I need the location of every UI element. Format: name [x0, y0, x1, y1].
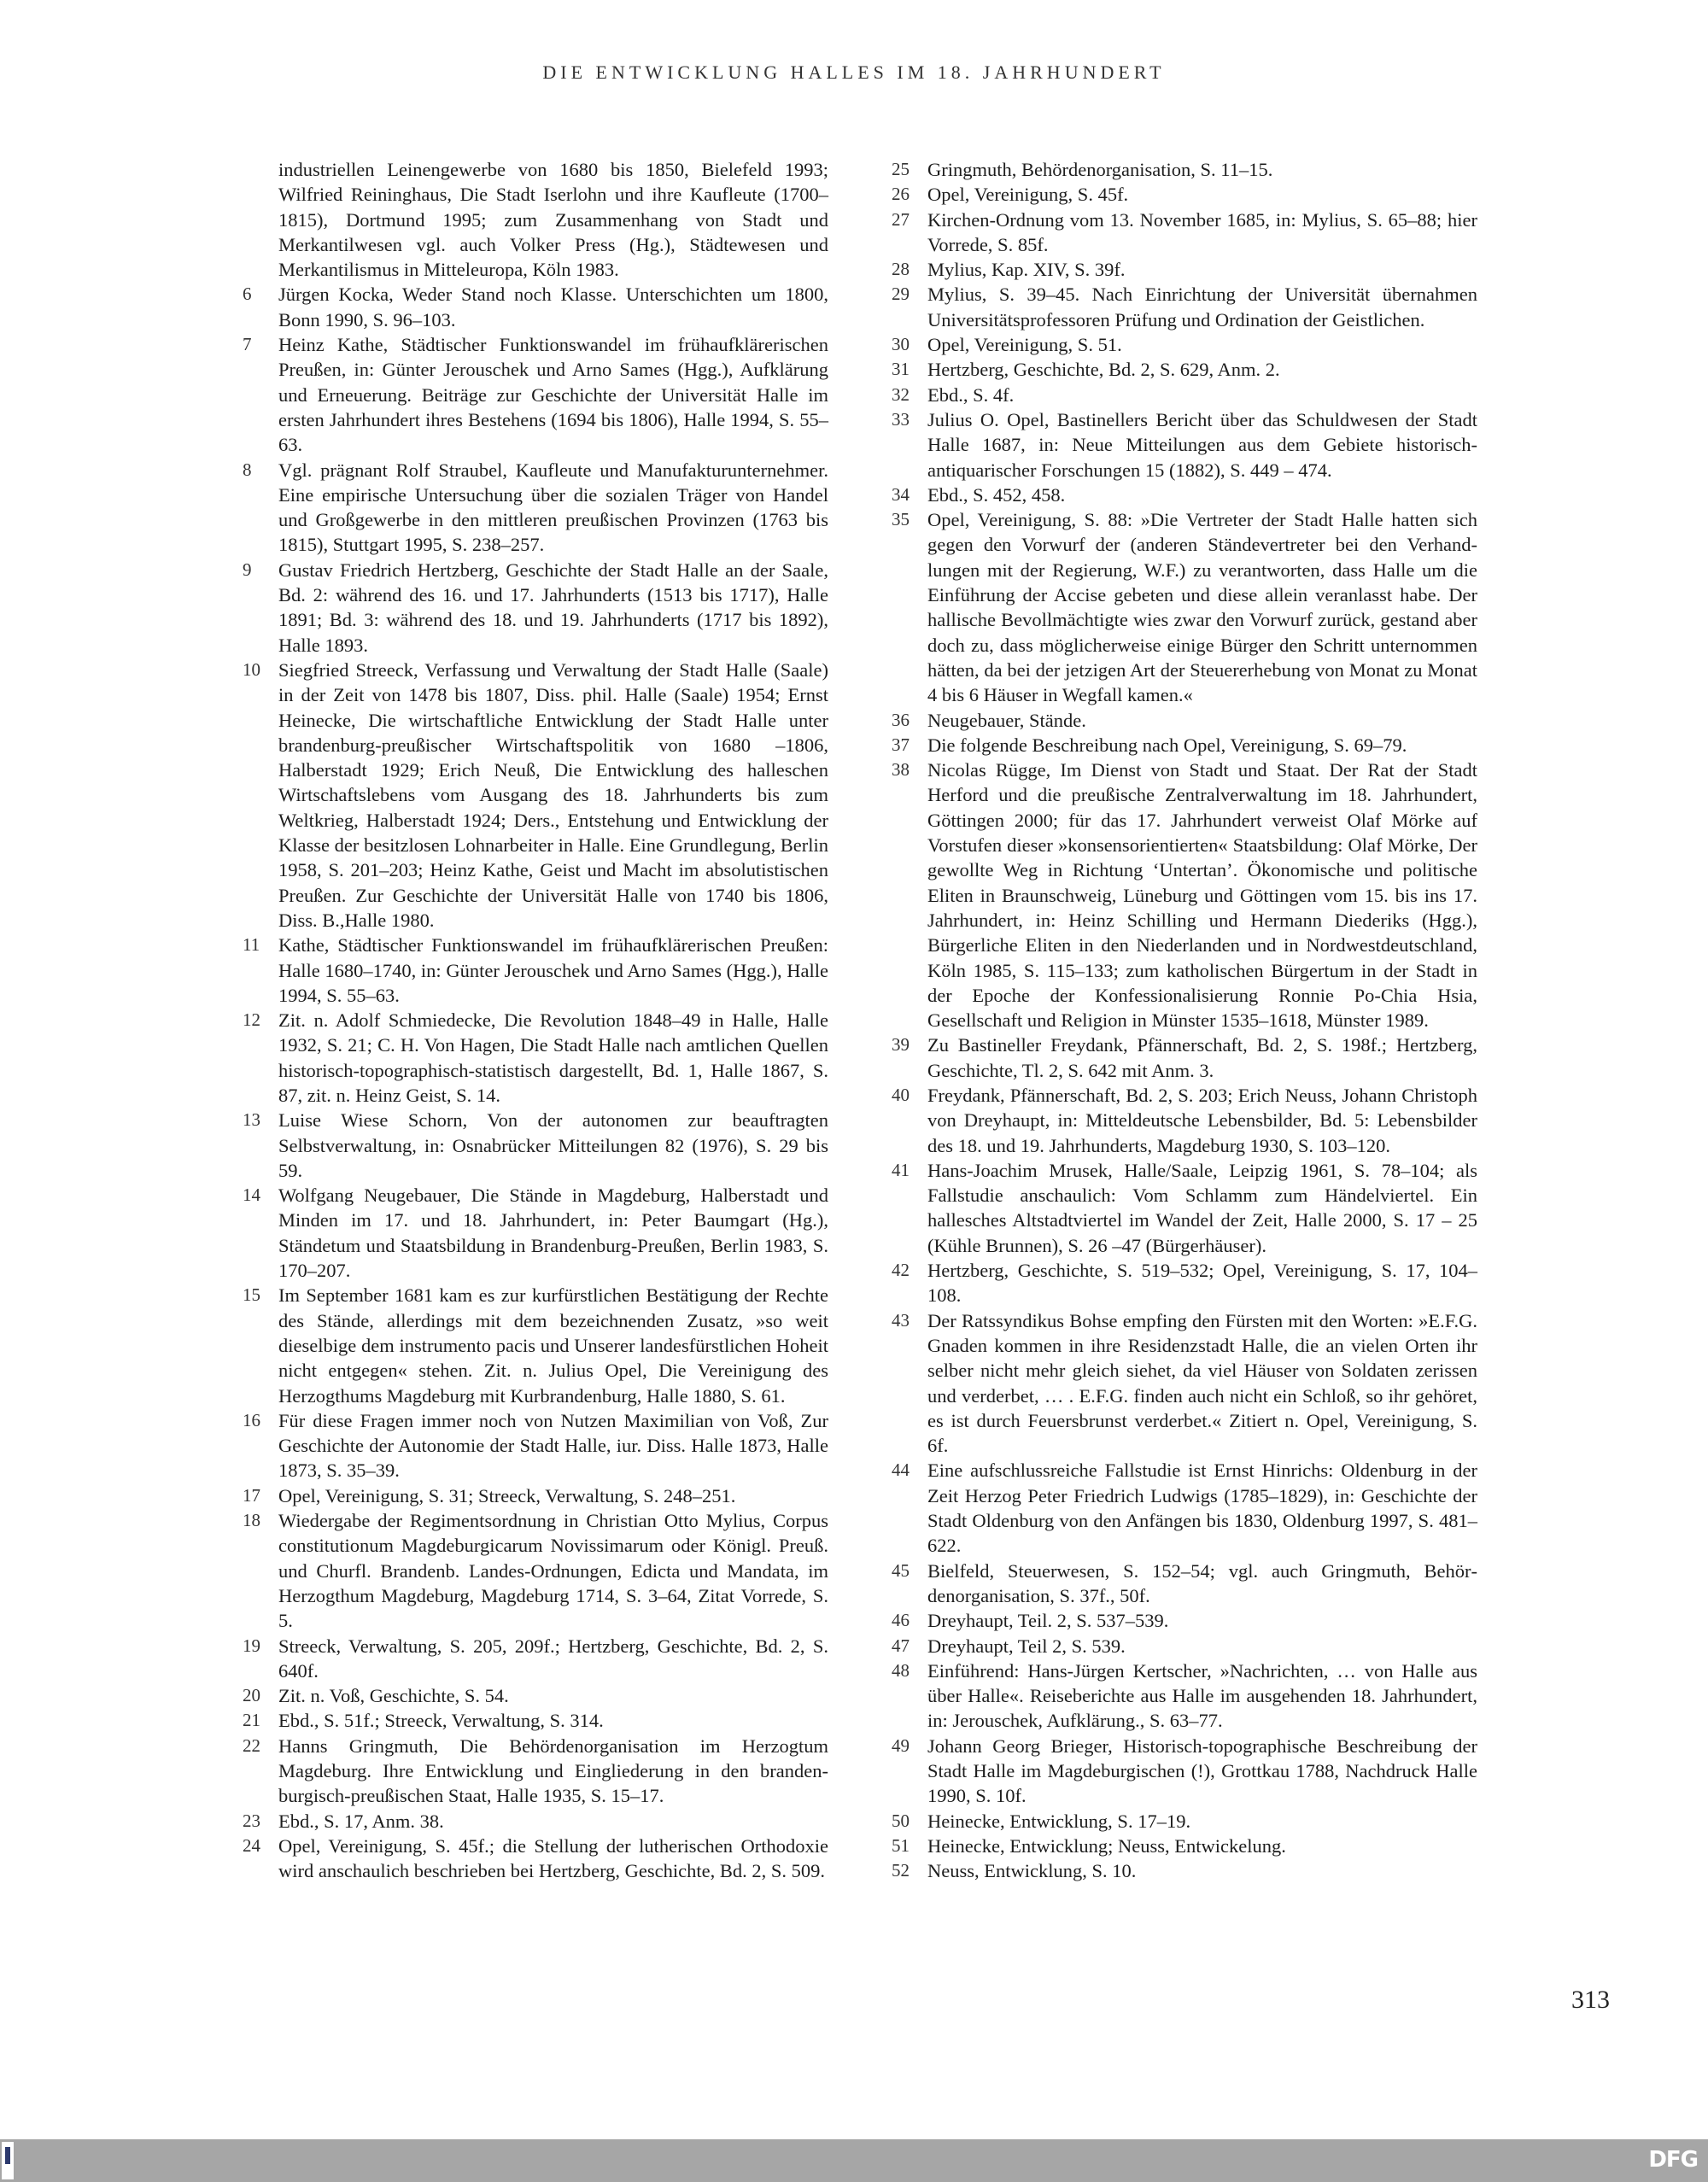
- footnote-text: Julius O. Opel, Bastinellers Bericht über das Schuldwesen der Stadt Halle 1687, in: Neue Mitteilungen aus dem Gebiete historisch-antiquarischer Forschungen 15 (1882), S. 449 – 474.: [927, 408, 1477, 481]
- footnote-number: 12: [243, 1009, 260, 1031]
- footnote-text: Mylius, S. 39–45. Nach Einrichtung der Universität übernahmen Universitätsprofessoren Prüfung und Ordination der Geistlichen.: [927, 284, 1477, 331]
- footnote: [880, 257, 1477, 282]
- footnote-text: Kirchen-Ordnung vom 13. November 1685, in: Mylius, S. 65–88; hier Vorrede, S. 85f.: [927, 208, 1477, 255]
- footnote: [231, 1634, 828, 1684]
- footnote: [231, 1008, 828, 1108]
- footnote-number: 49: [892, 1734, 910, 1756]
- footnote-number: 33: [892, 408, 910, 430]
- footnote-text: Luise Wiese Schorn, Von der autonomen zur beauftragten Selbstverwaltung, in: Osnabrücker Mitteilungen 82 (1976), S. 29 bis 59.: [278, 1109, 828, 1181]
- footnote: [231, 558, 828, 658]
- footnote: [880, 332, 1477, 357]
- footnote: [880, 1308, 1477, 1459]
- footnotes-right-column: [880, 157, 1477, 1883]
- dfg-logo: DFG: [1648, 2147, 1698, 2173]
- footnote-text: Ebd., S. 51f.; Streeck, Verwaltung, S. 314.: [278, 1710, 604, 1732]
- footnote-number: 21: [243, 1710, 260, 1731]
- footnote-text: Zu Bastineller Freydank, Pfännerschaft, Bd. 2, S. 198f.; Hertzberg, Geschichte, Tl. 2, S. 642 mit Anm. 3.: [927, 1034, 1477, 1081]
- footnote-number: 16: [243, 1409, 260, 1430]
- footnote-text: Freydank, Pfännerschaft, Bd. 2, S. 203; Erich Neuss, Johann Christoph von Dreyhaupt, in: Mitteldeutsche Lebensbilder, Bd. 5: Lebensbilder des 18. und 19. Jahrhunderts, Magdeburg 1930, S. 103–120.: [927, 1084, 1477, 1156]
- footnote: [880, 733, 1477, 758]
- footnote: [880, 357, 1477, 382]
- footnote: [231, 1708, 828, 1733]
- footnote-number: 11: [243, 934, 260, 956]
- footnote-number: 7: [243, 334, 252, 355]
- footnote-number: 17: [243, 1484, 260, 1506]
- footnote-text: Nicolas Rügge, Im Dienst von Stadt und Staat. Der Rat der Stadt Herford und die preußische Zentralverwaltung im 18. Jahrhundert, Göttingen 2000; für das 17. Jahrhundert verweist Olaf Mörke auf Vorstufen dieser »konsensorientierten« Staatsbildung: Olaf Mörke, Der gewollte Weg in Richtung ‘Untertan’. Ökonomische und politische Eliten in Braunschweig, Lüneburg und Göttingen vom 15. bis ins 17. Jahrhundert, in: Heinz Schilling und Hermann Diederiks (Hgg.), Bürgerliche Eliten in den Niederlanden und in Nordwestdeutschland, Köln 1985, S. 115–133; zum katholischen Bürgertum in der Stadt in der Epoche der Konfessionalisierung Ronnie Po-Chia Hsia, Gesellschaft und Religion in Münster 1535–1618, Münster 1989.: [927, 759, 1477, 1032]
- footnote: [231, 1834, 828, 1884]
- footnote: [231, 1734, 828, 1809]
- footnote-text: Hertzberg, Geschichte, Bd. 2, S. 629, Anm. 2.: [927, 359, 1280, 381]
- footnote: [880, 182, 1477, 207]
- footnote-text: Hertzberg, Geschichte, S. 519–532; Opel, Vereinigung, S. 17, 104–108.: [927, 1260, 1477, 1307]
- footnote: [880, 507, 1477, 707]
- footnote-number: 46: [892, 1610, 910, 1631]
- footnote-number: 27: [892, 208, 910, 230]
- footnote-text: Heinecke, Entwicklung, S. 17–19.: [927, 1810, 1191, 1832]
- footnote-number: 47: [892, 1635, 910, 1656]
- footnote: [880, 1258, 1477, 1308]
- footnote-number: 45: [892, 1559, 910, 1581]
- footnote-number: 38: [892, 759, 910, 781]
- footnote-text: Eine aufschlussreiche Fallstudie ist Ernst Hinrichs: Oldenburg in der Zeit Herzog Peter Friedrich Ludwigs (1785–1829), in: Geschichte der Stadt Oldenburg von den Anfängen bis 1830, Oldenburg 1997, S. 481–622.: [927, 1460, 1477, 1557]
- footnote-text: Wiedergabe der Regimentsordnung in Christian Otto Mylius, Corpus constitutionum Magdeburgicarum Novissimarum oder Königl. Preuß. und Churfl. Brandenb. Landes-Ordnungen, Edicta und Mandata, im Herzogthum Magdeburg, Magdeburg 1714, S. 3–64, Zitat Vorrede, S. 5.: [278, 1510, 828, 1632]
- footnote-number: 25: [892, 159, 910, 179]
- footnote-text: Gringmuth, Behördenorganisation, S. 11–15.: [927, 159, 1273, 180]
- footnote: [231, 332, 828, 457]
- footnote-number: 34: [892, 483, 910, 505]
- footnote: [880, 708, 1477, 733]
- footnote: [231, 157, 828, 282]
- franckesche-stiftungen-logo: [2, 2142, 14, 2179]
- footnote: [231, 1483, 828, 1508]
- footnote: [231, 1683, 828, 1708]
- footnote-text: Opel, Vereinigung, S. 51.: [927, 334, 1122, 356]
- footnote-number: 18: [243, 1510, 260, 1531]
- footnote-number: 36: [892, 709, 910, 730]
- footer-bar: [0, 2139, 1708, 2182]
- footnote-text: Vgl. prägnant Rolf Straubel, Kaufleute und Manufakturunternehmer. Eine empirische Untersuchung über die sozialen Träger von Handel und Großgewerbe in den mittleren preußischen Provinzen (1763 bis 1815), Stuttgart 1995, S. 238–257.: [278, 459, 828, 556]
- footnote-number: 37: [892, 734, 910, 755]
- footnote-text: Heinecke, Entwicklung; Neuss, Entwickelung.: [927, 1834, 1286, 1857]
- footnote-text: Opel, Vereinigung, S. 31; Streeck, Verwaltung, S. 248–251.: [278, 1484, 736, 1506]
- footnote-text: Die folgende Beschreibung nach Opel, Vereinigung, S. 69–79.: [927, 734, 1407, 756]
- footnote: [880, 483, 1477, 507]
- footnote-number: 26: [892, 184, 910, 205]
- footnote-number: 8: [243, 459, 252, 480]
- footnote-text: Siegfried Streeck, Verfassung und Verwaltung der Stadt Halle (Saale) in der Zeit von 1478 bis 1807, Diss. phil. Halle (Saale) 1954; Ernst Heinecke, Die wirtschaftliche Entwicklung der Stadt Halle unter brandenburg-preußischer Wirtschaftspolitik von 1680 –1806, Halberstadt 1929; Erich Neuß, Die Entwicklung des halleschen Wirtschaftslebens vom Ausgang des 18. Jahrhunderts bis zum Weltkrieg, Halberstadt 1924; Ders., Entstehung und Entwicklung der Klasse der besitzlosen Lohnarbeiter in Halle. Eine Grundlegung, Berlin 1958, S. 201–203; Heinz Kathe, Geist und Macht im absolutistischen Preußen. Zur Geschichte der Universität Halle von 1740 bis 1806, Diss. B.,Halle 1980.: [278, 658, 828, 931]
- footnote: [231, 1283, 828, 1407]
- footnote: [880, 1608, 1477, 1633]
- footnote: [880, 1858, 1477, 1883]
- footnote-text: Wolfgang Neugebauer, Die Stände in Magdeburg, Halberstadt und Minden im 17. und 18. Jahrhundert, in: Peter Baumgart (Hg.), Ständetum und Staatsbildung in Brandenburg-Preußen, Berlin 1983, S. 170–207.: [278, 1185, 828, 1282]
- footnote-text: Einführend: Hans-Jürgen Kertscher, »Nachrichten, … von Halle aus über Halle«. Reiseberichte aus Halle im ausgehenden 18. Jahrhundert, in: Jerouschek, Aufklärung., S. 63–77.: [927, 1659, 1477, 1732]
- footnote-text: Neugebauer, Stände.: [927, 709, 1086, 731]
- footnote: [231, 658, 828, 933]
- footnote-number: 19: [243, 1635, 260, 1656]
- footnote-text: Im September 1681 kam es zur kurfürstlichen Bestätigung der Rechte des Stände, allerdings mit dem bezeichnenden Zusatz, »so weit dieselbige dem instrumento pacis und Unserer landesfürstlichen Hoheit nicht entgegen« stehen. Zit. n. Julius Opel, Die Vereinigung des Herzogthums Magdeburg mit Kurbrandenburg, Halle 1880, S. 61.: [278, 1284, 828, 1407]
- footnote-text: Neuss, Entwicklung, S. 10.: [927, 1860, 1137, 1882]
- footnote-text: Hans-Joachim Mrusek, Halle/Saale, Leipzig 1961, S. 78–104; als Fallstudie anschaulich: Vom Schlamm zum Händelviertel. Ein hallesches Altstadtviertel im Wandel der Zeit, Halle 2000, S. 17 – 25 (Kühle Brunnen), S. 26 –47 (Bürgerhäuser).: [927, 1159, 1477, 1256]
- footnote: [880, 758, 1477, 1033]
- footnote-text: Opel, Vereinigung, S. 45f.: [927, 184, 1129, 206]
- footnote-number: 15: [243, 1284, 260, 1306]
- footnote: [880, 1634, 1477, 1658]
- footnote-number: 39: [892, 1034, 910, 1056]
- footnote-number: 9: [243, 559, 252, 580]
- footnote-text: Heinz Kathe, Städtischer Funktionswandel im frühaufklärerischen Preußen, in: Günter Jerouschek und Arno Sames (Hgg.), Aufklärung und Erneuerung. Beiträge zur Geschichte der Universität Halle im ersten Jahrhundert ihres Bestehens (1694 bis 1806), Halle 1994, S. 55–63.: [278, 334, 828, 456]
- footnote-number: 24: [243, 1834, 260, 1856]
- footnote-text: Für diese Fragen immer noch von Nutzen Maximilian von Voß, Zur Geschichte der Autonomie der Stadt Halle, iur. Diss. Halle 1873, Halle 1873, S. 35–39.: [278, 1409, 828, 1482]
- footnote: [231, 458, 828, 558]
- footnote-text: Opel, Vereinigung, S. 45f.; die Stellung der lutherischen Orthodoxie wird anschaulich beschrieben bei Hertzberg, Geschichte, Bd. 2, S. 509.: [278, 1834, 828, 1882]
- footnote: [880, 407, 1477, 483]
- footnote-number: 23: [243, 1810, 260, 1831]
- footnote-number: 44: [892, 1460, 910, 1481]
- footnote-text: Mylius, Kap. XIV, S. 39f.: [927, 259, 1126, 281]
- footnote: [231, 1408, 828, 1483]
- footnote-number: 51: [892, 1834, 910, 1856]
- footnote-number: 10: [243, 658, 260, 680]
- footnote-text: Streeck, Verwaltung, S. 205, 209f.; Hertzberg, Geschichte, Bd. 2, S. 640f.: [278, 1635, 828, 1682]
- footnote-number: 35: [892, 509, 910, 530]
- footnote: [880, 1458, 1477, 1558]
- footnote: [880, 1834, 1477, 1858]
- footnote-text: Ebd., S. 452, 458.: [927, 483, 1066, 506]
- footnote-number: 6: [243, 284, 252, 305]
- footnote-number: 42: [892, 1260, 910, 1281]
- footnote: [880, 1658, 1477, 1734]
- footnote-number: 14: [243, 1185, 260, 1206]
- footnote-number: 48: [892, 1659, 910, 1681]
- footnote: [231, 282, 828, 332]
- footnote-text: Zit. n. Voß, Geschichte, S. 54.: [278, 1685, 509, 1707]
- footnote-number: 40: [892, 1084, 910, 1105]
- footnote-number: 29: [892, 284, 910, 305]
- footnote-number: 31: [892, 359, 910, 380]
- footnote-number: 50: [892, 1810, 910, 1831]
- footnote-text: Bielfeld, Steuerwesen, S. 152–54; vgl. auch Gringmuth, Behördenorganisation, S. 37f., 50f.: [927, 1559, 1477, 1606]
- footnote-number: 13: [243, 1109, 260, 1131]
- footnote: [231, 1108, 828, 1183]
- footnote: [880, 383, 1477, 407]
- page-number: 313: [1571, 1986, 1610, 2014]
- footnote: [880, 1033, 1477, 1083]
- footnote: [880, 1083, 1477, 1158]
- footnote: [231, 1508, 828, 1633]
- footnote: [231, 1183, 828, 1283]
- footnote-text: Zit. n. Adolf Schmiedecke, Die Revolution 1848–49 in Halle, Halle 1932, S. 21; C. H. Von Hagen, Die Stadt Halle nach amtlichen Quellen historisch-topographisch-statistisch dargestellt, Bd. 1, Halle 1867, S. 87, zit. n. Heinz Geist, S. 14.: [278, 1009, 828, 1106]
- footnote-text: Kathe, Städtischer Funktionswandel im frühaufklärerischen Preußen: Halle 1680–1740, in: Günter Jerouschek und Arno Sames (Hgg.), Halle 1994, S. 55–63.: [278, 934, 828, 1006]
- footnote-text: Jürgen Kocka, Weder Stand noch Klasse. Unterschichten um 1800, Bonn 1990, S. 96–103.: [278, 284, 828, 331]
- footnote: [231, 933, 828, 1008]
- footnote-text: Ebd., S. 4f.: [927, 383, 1015, 406]
- running-header: DIE ENTWICKLUNG HALLES IM 18. JAHRHUNDERT: [542, 61, 1166, 83]
- footnote: [880, 1559, 1477, 1609]
- footnote-number: 43: [892, 1309, 910, 1331]
- logo-figure-icon: [5, 2147, 10, 2164]
- footnote-text: Dreyhaupt, Teil 2, S. 539.: [927, 1635, 1126, 1657]
- footnote-number: 41: [892, 1159, 910, 1180]
- footnote: [231, 1809, 828, 1834]
- footnote-number: 20: [243, 1685, 260, 1706]
- footnote: [880, 1734, 1477, 1809]
- footnote-number: 22: [243, 1734, 260, 1756]
- footnote-number: 52: [892, 1860, 910, 1881]
- footnotes-left-column: [231, 157, 828, 1883]
- footnote-number: 30: [892, 334, 910, 355]
- footnote: [880, 208, 1477, 258]
- footnote: [880, 282, 1477, 332]
- footnote: [880, 1158, 1477, 1258]
- footnote-text: Gustav Friedrich Hertzberg, Geschichte der Stadt Halle an der Saale, Bd. 2: während des 16. und 17. Jahrhunderts (1513 bis 1717), Halle 1891; Bd. 3: während des 18. und 19. Jahrhunderts (1717 bis 1892), Halle 1893.: [278, 559, 828, 656]
- footnote-text: Dreyhaupt, Teil. 2, S. 537–539.: [927, 1610, 1169, 1632]
- footnote-text: Opel, Vereinigung, S. 88: »Die Vertreter der Stadt Halle hatten sich gegen den Vorwurf der (anderen Ständevertreter bei den Verhandlungen mit der Regierung, W.F.) zu verantworten, dass Halle um die Einführung der Accise gebeten und diese allein veranlasst habe. Der hallische Bevollmächtigte wies zwar den Vorwurf zurück, gestand aber doch zu, dass möglicherweise einige Bürger den Schritt unternommen hätten, da bei der jetzigen Art der Steuererhebung von Monat zu Monat 4 bis 6 Häuser in Wegfall kamen.«: [927, 509, 1477, 706]
- footnote-number: 32: [892, 383, 910, 405]
- footnote-text: Der Ratssyndikus Bohse empfing den Fürsten mit den Worten: »E.F.G. Gnaden kommen in ihre Residenzstadt Halle, die an vielen Orten ihr selber nicht mehr gleich siehet, da viel Häuser von Soldaten zerissen und verderbet, … . E.F.G. finden auch nicht ein Schloß, so ihr gehöret, es ist durch Feuersbrunst verderbet.« Zitiert n. Opel, Vereinigung, S. 6f.: [927, 1309, 1477, 1457]
- footnote: [880, 157, 1477, 182]
- footnote-number: 28: [892, 259, 910, 280]
- footnote-text: Johann Georg Brieger, Historisch-topographische Beschreibung der Stadt Halle im Magdeburgischen (!), Grottkau 1788, Nachdruck Halle 1990, S. 10f.: [927, 1734, 1477, 1807]
- footnote-text: industriellen Leinengewerbe von 1680 bis 1850, Bielefeld 1993; Wilfried Reininghaus, Die Stadt Iserlohn und ihre Kaufleute (1700–1815), Dortmund 1995; zum Zusammenhang von Stadt und Merkantilwesen vgl. auch Volker Press (Hg.), Städtewesen und Merkantilismus in Mitteleuropa, Köln 1983.: [278, 159, 828, 281]
- footnote: [880, 1809, 1477, 1834]
- footnote-text: Ebd., S. 17, Anm. 38.: [278, 1810, 444, 1832]
- footnote-text: Hanns Gringmuth, Die Behördenorganisation im Herzogtum Magdeburg. Ihre Entwicklung und Eingliederung in den brandenburgisch-preußischen Staat, Halle 1935, S. 15–17.: [278, 1734, 828, 1807]
